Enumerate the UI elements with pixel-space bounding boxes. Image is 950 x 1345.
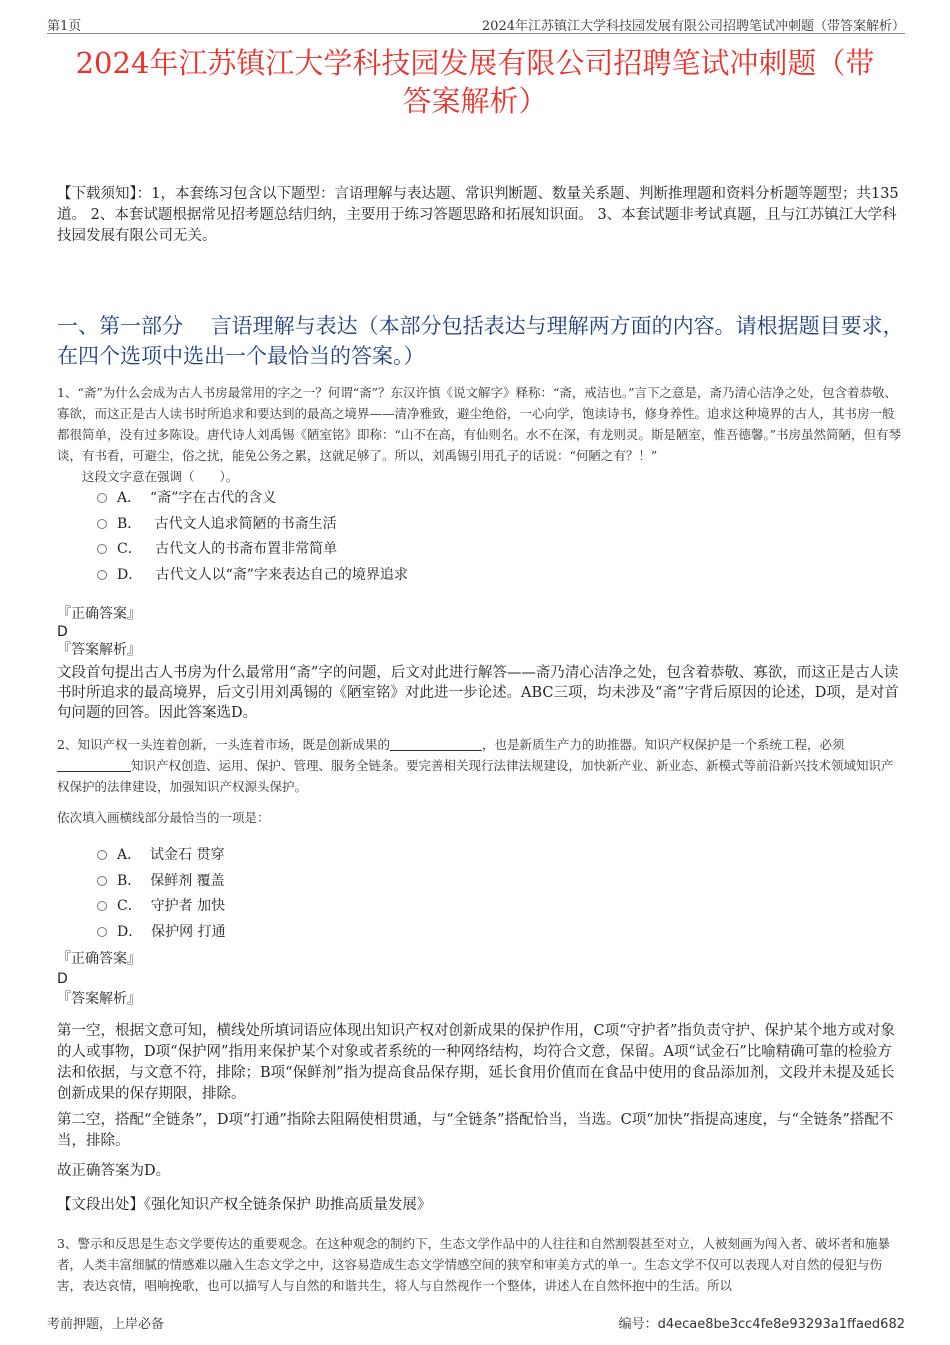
fill-blank-1	[390, 738, 482, 751]
option-d[interactable]: D． 保护网 打通	[97, 921, 226, 941]
option-c[interactable]: C． 守护者 加快	[97, 895, 225, 915]
page-title	[40, 44, 910, 120]
answer-label: 『正确答案』	[57, 606, 141, 622]
question-1-answer	[57, 605, 905, 659]
page-number: 第1页	[47, 19, 82, 34]
section-title: 一、第一部分 言语理解与表达（本部分包括表达与理解两方面的内容。请根据题目要求，在四个选项中选出一个最恰当的答案。）	[57, 314, 904, 368]
radio-icon[interactable]	[97, 901, 107, 911]
question-1-text: 1、“斋”为什么会成为古人书房最常用的字之一？何谓“斋”？东汉许慎《说文解字》释称：“斋，戒洁也。”言下之意是，斋乃清心洁净之处，包含着恭敬、寡欲，而这正是古人读书时所追求和要达到的最高之境界——清净雅致，避尘绝俗，一心向学，饱读诗书，修身养性。追求这种境界的古人，其书房一般都很简单，没有过多陈设。唐代诗人刘禹锡《陋室铭》即称：“山不在高，有仙则名。水不在深，有龙则灵。斯是陋室，惟吾德馨。”书房虽然简陋，但有琴谈，有书看，可避尘，俗之扰，能免公务之累，这就足够了。所以，刘禹锡引用孔子的话说：“何陋之有？！”	[57, 385, 902, 463]
question-2-source: 【文段出处】《强化知识产权全链条保护 助推高质量发展》	[57, 1197, 432, 1213]
option-d[interactable]: D． 古代文人以“斋”字来表达自己的境界追求	[97, 564, 408, 584]
radio-icon[interactable]	[97, 570, 107, 580]
radio-icon[interactable]	[97, 493, 107, 503]
fill-blank-2	[57, 759, 131, 772]
radio-icon[interactable]	[97, 876, 107, 886]
option-c[interactable]: C． 古代文人的书斋布置非常简单	[97, 538, 337, 558]
question-1	[57, 382, 905, 487]
question-2-stem: 依次填入画横线部分最恰当的一项是：	[57, 810, 270, 825]
radio-icon[interactable]	[97, 544, 107, 554]
analysis-label: 『答案解析』	[57, 642, 141, 658]
analysis-label: 『答案解析』	[57, 991, 141, 1007]
question-2-text: 2、知识产权一头连着创新，一头连着市场，既是创新成果的 ，也是新质生产力的助推器。知识产权保护是一个系统工程，必须知识产权创造、运用、保护、管理、服务全链条。要完善相关现行法律法规建设，加快新产业、新业态、新模式等前沿新兴技术领域知识产权保护的法律建设，加强知识产权源头保护。	[57, 737, 894, 794]
option-a[interactable]: A． “斋”字在古代的含义	[97, 487, 276, 507]
radio-icon[interactable]	[97, 850, 107, 860]
question-2-analysis-p3: 故正确答案为D。	[57, 1163, 171, 1179]
title-line-2: 答案解析）	[402, 84, 548, 118]
header-doc-title: 2024年江苏镇江大学科技园发展有限公司招聘笔试冲刺题（带答案解析）	[481, 19, 905, 34]
footer-slogan: 考前押题，上岸必备	[47, 1317, 165, 1332]
option-b[interactable]: B． 古代文人追求简陋的书斋生活	[97, 513, 337, 533]
answer-label: 『正确答案』	[57, 951, 141, 967]
radio-icon[interactable]	[97, 927, 107, 937]
question-2-analysis-p1: 第一空，根据文意可知，横线处所填词语应体现出知识产权对创新成果的保护作用，C项“守护者”指负责守护、保护某个地方或对象的人或事物，D项“保护网”指用来保护某个对象或者系统的一种网络结构，均符合文意，保留。A项“试金石”比喻精确可靠的检验方法和依据，与文意不符，排除；B项“保鲜剂”指为提高食品保存期，延长食用价值而在食品中使用的食品添加剂，文段并未提及延长创新成果的保存期限，排除。	[57, 1023, 895, 1102]
question-1-analysis: 文段首句提出古人书房为什么最常用“斋”字的问题，后文对此进行解答——斋乃清心洁净之处，包含着恭敬、寡欲，而这正是古人读书时所追求的最高境界，后文引用刘禹锡的《陋室铭》对此进一步论述。ABC三项，均未涉及“斋”字背后原因的论述，D项，是对首句问题的回答。因此答案选D。	[57, 665, 899, 721]
radio-icon[interactable]	[97, 519, 107, 529]
title-line-1: 2024年江苏镇江大学科技园发展有限公司招聘笔试冲刺题（带	[75, 46, 875, 80]
answer-value: D	[57, 971, 68, 987]
footer-code: 编号：d4ecae8be3cc4fe8e93293a1ffaed682	[618, 1317, 905, 1332]
question-2-analysis-p2: 第二空，搭配“全链条”，D项“打通”指除去阻隔使相贯通，与“全链条”搭配恰当，当选。C项“加快”指提高速度，与“全链条”搭配不当，排除。	[57, 1112, 894, 1149]
download-notice: 【下载须知】：1，本套练习包含以下题型：言语理解与表达题、常识判断题、数量关系题、判断推理题和资料分析题等题型；共135道。 2、本套试题根据常见招考题总结归纳，主要用于练习答题思路和拓展知识面。 3、本套试题非考试真题，且与江苏镇江大学科技园发展有限公司无关。	[57, 186, 899, 244]
question-3-text: 3、警示和反思是生态文学要传达的重要观念。在这种观念的制约下，生态文学作品中的人往往和自然割裂甚至对立，人被刻画为闯入者、破坏者和施暴者，人类丰富细腻的情感难以融入生态文学之中，这容易造成生态文学情感空间的狭窄和审美方式的单一。生态文学不仅可以表现人对自然的侵犯与伤害，表达哀情，唱响挽歌，也可以描写人与自然的和谐共生，将人与自然视作一个整体，讲述人在自然怀抱中的生活。所以	[57, 1236, 890, 1293]
page-header	[47, 13, 905, 34]
answer-value: D	[57, 624, 68, 640]
option-b[interactable]: B． 保鲜剂 覆盖	[97, 870, 225, 890]
question-2-answer	[57, 950, 905, 1008]
option-a[interactable]: A． 试金石 贯穿	[97, 844, 224, 864]
question-1-stem: 这段文字意在强调（ ）。	[82, 469, 239, 484]
